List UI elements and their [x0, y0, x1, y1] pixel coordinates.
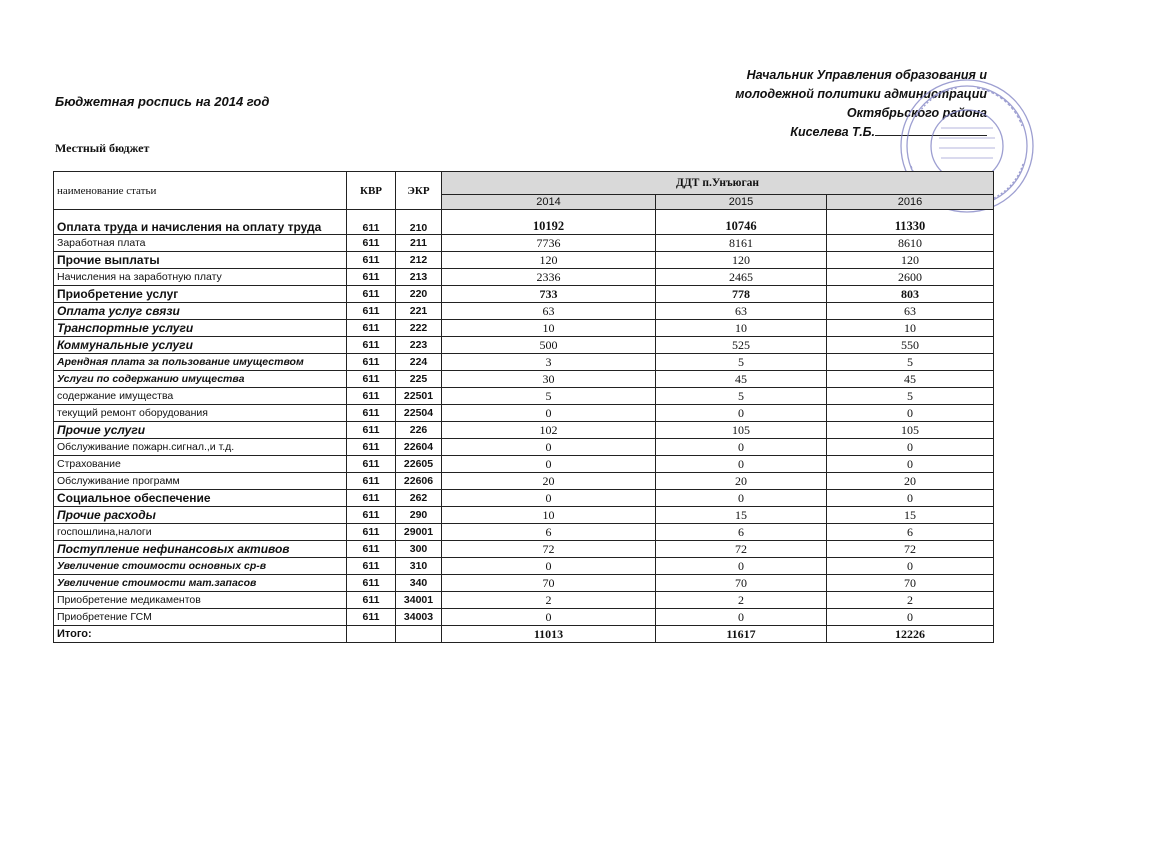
- header-year-2015: 2015: [656, 195, 827, 210]
- row-value-2014: 2: [442, 592, 656, 609]
- row-value-2015: 120: [656, 252, 827, 269]
- table-row: [54, 558, 994, 575]
- row-kvr: 611: [347, 210, 396, 235]
- budget-table: [53, 171, 994, 643]
- header-ekr: ЭКР: [396, 172, 442, 210]
- row-kvr: 611: [347, 473, 396, 490]
- row-value-2014: 0: [442, 609, 656, 626]
- row-name: Оплата услуг связи: [54, 303, 347, 320]
- row-kvr: 611: [347, 286, 396, 303]
- row-name: Начисления на заработную плату: [54, 269, 347, 286]
- row-value-2015: 10: [656, 320, 827, 337]
- row-value-2016: 2: [827, 592, 994, 609]
- table-row: [54, 490, 994, 507]
- table-row: [54, 320, 994, 337]
- row-value-2014: 7736: [442, 235, 656, 252]
- row-kvr: 611: [347, 558, 396, 575]
- row-value-2016: 10: [827, 320, 994, 337]
- row-value-2015: 5: [656, 354, 827, 371]
- row-value-2015: 20: [656, 473, 827, 490]
- header-name: наименование статьи: [54, 172, 347, 210]
- row-value-2014: 63: [442, 303, 656, 320]
- row-kvr: 611: [347, 303, 396, 320]
- table-row: [54, 592, 994, 609]
- row-value-2015: 45: [656, 371, 827, 388]
- table-row: [54, 388, 994, 405]
- total-2016: 12226: [827, 626, 994, 643]
- row-ekr: 29001: [396, 524, 442, 541]
- row-name: Страхование: [54, 456, 347, 473]
- row-value-2016: 15: [827, 507, 994, 524]
- table-row: [54, 303, 994, 320]
- row-ekr: 210: [396, 210, 442, 235]
- row-value-2015: 778: [656, 286, 827, 303]
- row-value-2014: 20: [442, 473, 656, 490]
- table-row: [54, 524, 994, 541]
- row-kvr: 611: [347, 524, 396, 541]
- row-value-2016: 0: [827, 558, 994, 575]
- row-name: Оплата труда и начисления на оплату труда: [54, 210, 347, 235]
- row-value-2015: 5: [656, 388, 827, 405]
- row-value-2015: 8161: [656, 235, 827, 252]
- row-value-2014: 30: [442, 371, 656, 388]
- row-value-2015: 2: [656, 592, 827, 609]
- row-name: Приобретение ГСМ: [54, 609, 347, 626]
- row-ekr: 226: [396, 422, 442, 439]
- row-kvr: 611: [347, 388, 396, 405]
- row-value-2014: 2336: [442, 269, 656, 286]
- table-row: [54, 609, 994, 626]
- row-value-2016: 0: [827, 439, 994, 456]
- row-value-2015: 15: [656, 507, 827, 524]
- total-kvr-empty: [347, 626, 396, 643]
- row-ekr: 34001: [396, 592, 442, 609]
- row-value-2016: 105: [827, 422, 994, 439]
- table-row: [54, 405, 994, 422]
- header-year-2016: 2016: [827, 195, 994, 210]
- table-row: [54, 456, 994, 473]
- table-row: [54, 286, 994, 303]
- row-kvr: 611: [347, 354, 396, 371]
- row-value-2016: 45: [827, 371, 994, 388]
- row-ekr: 22501: [396, 388, 442, 405]
- row-value-2014: 10192: [442, 210, 656, 235]
- row-value-2016: 0: [827, 456, 994, 473]
- row-name: Услуги по содержанию имущества: [54, 371, 347, 388]
- header-kvr: КВР: [347, 172, 396, 210]
- row-value-2014: 72: [442, 541, 656, 558]
- row-name: Прочие расходы: [54, 507, 347, 524]
- row-value-2014: 0: [442, 490, 656, 507]
- row-value-2015: 0: [656, 405, 827, 422]
- row-name: Обслуживание программ: [54, 473, 347, 490]
- table-row: [54, 252, 994, 269]
- row-value-2015: 0: [656, 609, 827, 626]
- row-value-2016: 803: [827, 286, 994, 303]
- row-value-2015: 0: [656, 439, 827, 456]
- row-value-2016: 0: [827, 609, 994, 626]
- row-kvr: 611: [347, 609, 396, 626]
- row-kvr: 611: [347, 439, 396, 456]
- row-ekr: 22504: [396, 405, 442, 422]
- row-name: Увеличение стоимости основных ср-в: [54, 558, 347, 575]
- row-value-2015: 72: [656, 541, 827, 558]
- row-ekr: 221: [396, 303, 442, 320]
- row-kvr: 611: [347, 456, 396, 473]
- row-value-2016: 5: [827, 388, 994, 405]
- row-ekr: 220: [396, 286, 442, 303]
- row-value-2016: 550: [827, 337, 994, 354]
- row-value-2015: 525: [656, 337, 827, 354]
- approval-line-3: Октябрьского района: [846, 106, 987, 120]
- row-name: содержание имущества: [54, 388, 347, 405]
- row-ekr: 223: [396, 337, 442, 354]
- row-kvr: 611: [347, 405, 396, 422]
- total-2015: 11617: [656, 626, 827, 643]
- approval-line-2: молодежной политики администрации: [735, 87, 987, 101]
- total-2014: 11013: [442, 626, 656, 643]
- row-ekr: 34003: [396, 609, 442, 626]
- row-ekr: 310: [396, 558, 442, 575]
- row-ekr: 224: [396, 354, 442, 371]
- table-row: [54, 541, 994, 558]
- header-year-2014: 2014: [442, 195, 656, 210]
- row-ekr: 300: [396, 541, 442, 558]
- row-ekr: 290: [396, 507, 442, 524]
- row-value-2016: 120: [827, 252, 994, 269]
- row-name: Транспортные услуги: [54, 320, 347, 337]
- row-value-2015: 0: [656, 558, 827, 575]
- row-name: Поступление нефинансовых активов: [54, 541, 347, 558]
- row-kvr: 611: [347, 252, 396, 269]
- row-value-2014: 5: [442, 388, 656, 405]
- row-name: Увеличение стоимости мат.запасов: [54, 575, 347, 592]
- row-value-2016: 2600: [827, 269, 994, 286]
- row-kvr: 611: [347, 371, 396, 388]
- row-ekr: 211: [396, 235, 442, 252]
- table-row: [54, 337, 994, 354]
- row-ekr: 22604: [396, 439, 442, 456]
- row-name: Обслуживание пожарн.сигнал.,и т.д.: [54, 439, 347, 456]
- row-value-2016: 11330: [827, 210, 994, 235]
- row-kvr: 611: [347, 575, 396, 592]
- table-row: [54, 575, 994, 592]
- table-row: [54, 354, 994, 371]
- row-value-2016: 70: [827, 575, 994, 592]
- row-kvr: 611: [347, 269, 396, 286]
- row-value-2016: 0: [827, 490, 994, 507]
- row-name: Приобретение услуг: [54, 286, 347, 303]
- total-row: [54, 626, 994, 643]
- row-ekr: 22606: [396, 473, 442, 490]
- row-name: Арендная плата за пользование имуществом: [54, 354, 347, 371]
- row-value-2015: 0: [656, 490, 827, 507]
- row-kvr: 611: [347, 507, 396, 524]
- table-row: [54, 235, 994, 252]
- row-value-2015: 105: [656, 422, 827, 439]
- table-row: [54, 507, 994, 524]
- row-name: госпошлина,налоги: [54, 524, 347, 541]
- row-kvr: 611: [347, 235, 396, 252]
- row-value-2014: 70: [442, 575, 656, 592]
- table-row: [54, 422, 994, 439]
- row-name: Приобретение медикаментов: [54, 592, 347, 609]
- row-value-2016: 5: [827, 354, 994, 371]
- budget-label: Местный бюджет: [55, 141, 150, 155]
- row-value-2014: 0: [442, 439, 656, 456]
- row-value-2015: 6: [656, 524, 827, 541]
- row-value-2016: 6: [827, 524, 994, 541]
- row-ekr: 340: [396, 575, 442, 592]
- table-row: [54, 439, 994, 456]
- table-row: [54, 371, 994, 388]
- row-name: Социальное обеспечение: [54, 490, 347, 507]
- row-value-2015: 0: [656, 456, 827, 473]
- row-value-2014: 0: [442, 405, 656, 422]
- row-value-2015: 70: [656, 575, 827, 592]
- approval-signer: Киселева Т.Б.: [790, 125, 875, 139]
- row-ekr: 225: [396, 371, 442, 388]
- row-value-2015: 10746: [656, 210, 827, 235]
- row-value-2014: 10: [442, 320, 656, 337]
- row-value-2014: 3: [442, 354, 656, 371]
- header-group: ДДТ п.Унъюган: [442, 172, 994, 195]
- row-name: Прочие услуги: [54, 422, 347, 439]
- row-value-2016: 8610: [827, 235, 994, 252]
- row-value-2016: 72: [827, 541, 994, 558]
- table-header-row: [54, 172, 994, 195]
- row-ekr: 213: [396, 269, 442, 286]
- total-label: Итого:: [54, 626, 347, 643]
- row-ekr: 262: [396, 490, 442, 507]
- row-kvr: 611: [347, 422, 396, 439]
- row-value-2014: 500: [442, 337, 656, 354]
- row-ekr: 22605: [396, 456, 442, 473]
- row-value-2014: 120: [442, 252, 656, 269]
- total-ekr-empty: [396, 626, 442, 643]
- row-value-2014: 6: [442, 524, 656, 541]
- row-kvr: 611: [347, 337, 396, 354]
- row-kvr: 611: [347, 541, 396, 558]
- row-value-2015: 2465: [656, 269, 827, 286]
- row-value-2014: 102: [442, 422, 656, 439]
- row-name: текущий ремонт оборудования: [54, 405, 347, 422]
- row-name: Коммунальные услуги: [54, 337, 347, 354]
- document-title: Бюджетная роспись на 2014 год: [55, 94, 270, 109]
- row-kvr: 611: [347, 320, 396, 337]
- row-value-2016: 0: [827, 405, 994, 422]
- row-value-2014: 10: [442, 507, 656, 524]
- approval-line-1: Начальник Управления образования и: [746, 68, 987, 82]
- row-ekr: 212: [396, 252, 442, 269]
- row-value-2015: 63: [656, 303, 827, 320]
- table-row: [54, 269, 994, 286]
- row-kvr: 611: [347, 592, 396, 609]
- row-ekr: 222: [396, 320, 442, 337]
- row-value-2016: 20: [827, 473, 994, 490]
- row-value-2016: 63: [827, 303, 994, 320]
- row-name: Заработная плата: [54, 235, 347, 252]
- row-value-2014: 0: [442, 558, 656, 575]
- row-value-2014: 733: [442, 286, 656, 303]
- row-value-2014: 0: [442, 456, 656, 473]
- table-row: [54, 210, 994, 235]
- table-row: [54, 473, 994, 490]
- row-kvr: 611: [347, 490, 396, 507]
- row-name: Прочие выплаты: [54, 252, 347, 269]
